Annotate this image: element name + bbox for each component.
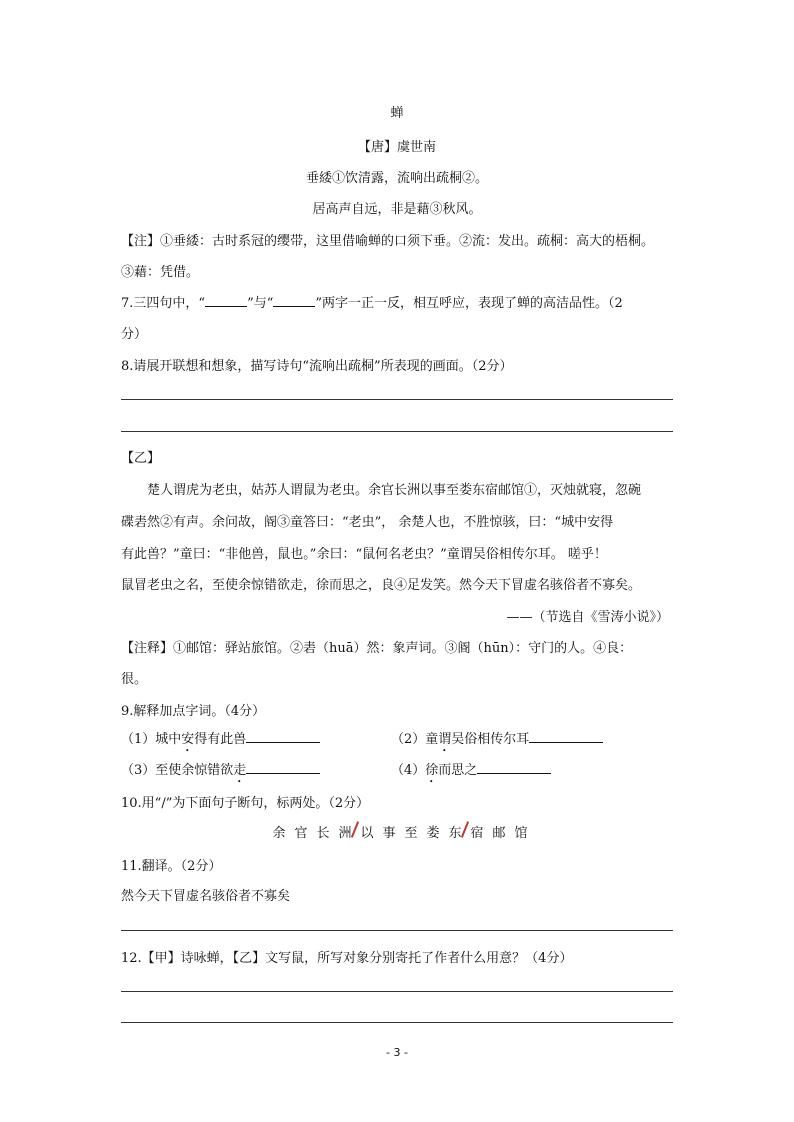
q9-item-3 — [121, 759, 320, 786]
q10-char[interactable]: 事 — [382, 826, 396, 841]
q11-sentence: 然今天下冒虚名骇俗者不寡矣 — [121, 889, 291, 904]
yi-note-line-1: 【注释】①邮馆：驿站旅馆。②砉（huā）然：象声词。③阍（hūn）：守门的人。④良： — [121, 641, 633, 656]
poem-title: 蝉 — [390, 106, 404, 121]
question-12: 12.【甲】诗咏蝉，【乙】文写鼠，所写对象分别寄托了作者什么用意？（4分） — [121, 951, 573, 966]
page-number: - 3 - — [386, 1046, 408, 1059]
question-9: 9.解释加点字词。（4分） — [121, 704, 266, 719]
question-8: 8.请展开联想和想象，描写诗句“流响出疏桐”所表现的画面。（2分） — [121, 359, 513, 374]
q9-item-2 — [391, 728, 603, 755]
q7-blank-1[interactable] — [205, 294, 247, 307]
yi-paragraph-line-1: 楚人谓虎为老虫，姑苏人谓鼠为老虫。余官长洲以事至娄东宿邮馆①，灭烛就寝，忽碗 — [147, 483, 642, 498]
poem-line-1: 垂緌①饮清露，流响出疏桐②。 — [305, 171, 488, 186]
q9-item-1 — [121, 728, 320, 755]
yi-source: ——（节选自《雪涛小说》） — [506, 610, 669, 625]
q10-char[interactable]: 洲 — [338, 826, 352, 841]
question-11: 11.翻译。（2分） — [121, 859, 222, 874]
q9-item-3-dotted: 走 — [233, 763, 247, 778]
q9-item-1-text-end: 得有此兽 — [194, 732, 247, 747]
q10-char[interactable]: 邮 — [492, 826, 506, 841]
q9-item-3-text: （3）至使余惊错欲 — [121, 763, 234, 778]
q9-item-4-text: （4） — [391, 763, 426, 778]
q9-item-3-blank[interactable] — [246, 761, 320, 774]
q9-item-2-text: （2）童 — [391, 732, 439, 747]
q7-blank-2[interactable] — [273, 294, 315, 307]
poem-note-line-2: ③藉：凭借。 — [121, 265, 200, 280]
question-10: 10.用“/”为下面句子断句，标两处。（2分） — [121, 796, 370, 811]
q9-item-1-blank[interactable] — [246, 730, 320, 743]
q7-line-2: 分） — [121, 327, 148, 342]
yi-paragraph-line-3: 有此兽？”童曰：“非他兽，鼠也。”余曰：“鼠何名老虫？”童谓吴俗相传尔耳。 嗟乎！ — [121, 547, 607, 562]
question-7 — [121, 292, 623, 311]
q9-item-1-text: （1）城中 — [121, 732, 182, 747]
q7-text-part-3: ”两字一正一反，相互呼应，表现了蝉的高洁品性。（2 — [315, 296, 623, 311]
q10-char[interactable]: 宿 — [470, 826, 484, 841]
q10-sentence — [268, 822, 532, 841]
q9-item-4 — [391, 759, 551, 786]
q12-answer-line-2[interactable] — [121, 1022, 673, 1023]
q10-char[interactable]: 以 — [360, 826, 374, 841]
q9-item-1-dotted: 安 — [181, 732, 195, 747]
q9-item-2-blank[interactable] — [529, 730, 603, 743]
q10-char[interactable]: 余 — [272, 826, 286, 841]
poem-author: 【唐】虞世南 — [357, 140, 436, 155]
q10-char[interactable]: 长 — [316, 826, 330, 841]
q9-item-2-dotted: 谓 — [438, 732, 452, 747]
yi-paragraph-line-4: 鼠冒老虫之名，至使余惊错欲走，徐而思之，良④足发笑。然今天下冒虚名骇俗者不寡矣。 — [121, 578, 642, 593]
q9-item-4-blank[interactable] — [477, 761, 551, 774]
poem-note-line-1: 【注】①垂緌：古时系冠的缨带，这里借喻蝉的口须下垂。②流：发出。疏桐：高大的梧桐。 — [121, 234, 655, 249]
q9-item-2-text-end: 吴俗相传尔耳 — [451, 732, 530, 747]
q11-answer-line[interactable] — [121, 930, 673, 931]
q7-text-part-2: ”与“ — [247, 296, 274, 311]
q8-answer-line-2[interactable] — [121, 431, 673, 432]
q10-char[interactable]: 娄 — [426, 826, 440, 841]
q9-item-4-text-end: 而思之 — [438, 763, 478, 778]
q7-text-part-1: 7.三四句中，“ — [121, 296, 206, 311]
q10-char[interactable]: 馆 — [514, 826, 528, 841]
yi-paragraph-line-2: 碟砉然②有声。余问故，阍③童答曰：“老虫”， 余楚人也，不胜惊骇，曰：“城中安得 — [121, 515, 614, 530]
poem-line-2: 居高声自远，非是藉③秋风。 — [312, 202, 482, 217]
q12-answer-line-1[interactable] — [121, 991, 673, 992]
yi-note-line-2: 很。 — [121, 672, 148, 687]
q10-char[interactable]: 官 — [294, 826, 308, 841]
q10-char[interactable]: 至 — [404, 826, 418, 841]
section-yi-label: 【乙】 — [121, 451, 161, 466]
q8-answer-line-1[interactable] — [121, 399, 673, 400]
q10-char[interactable]: 东 — [448, 826, 462, 841]
q9-item-4-dotted: 徐 — [425, 763, 439, 778]
